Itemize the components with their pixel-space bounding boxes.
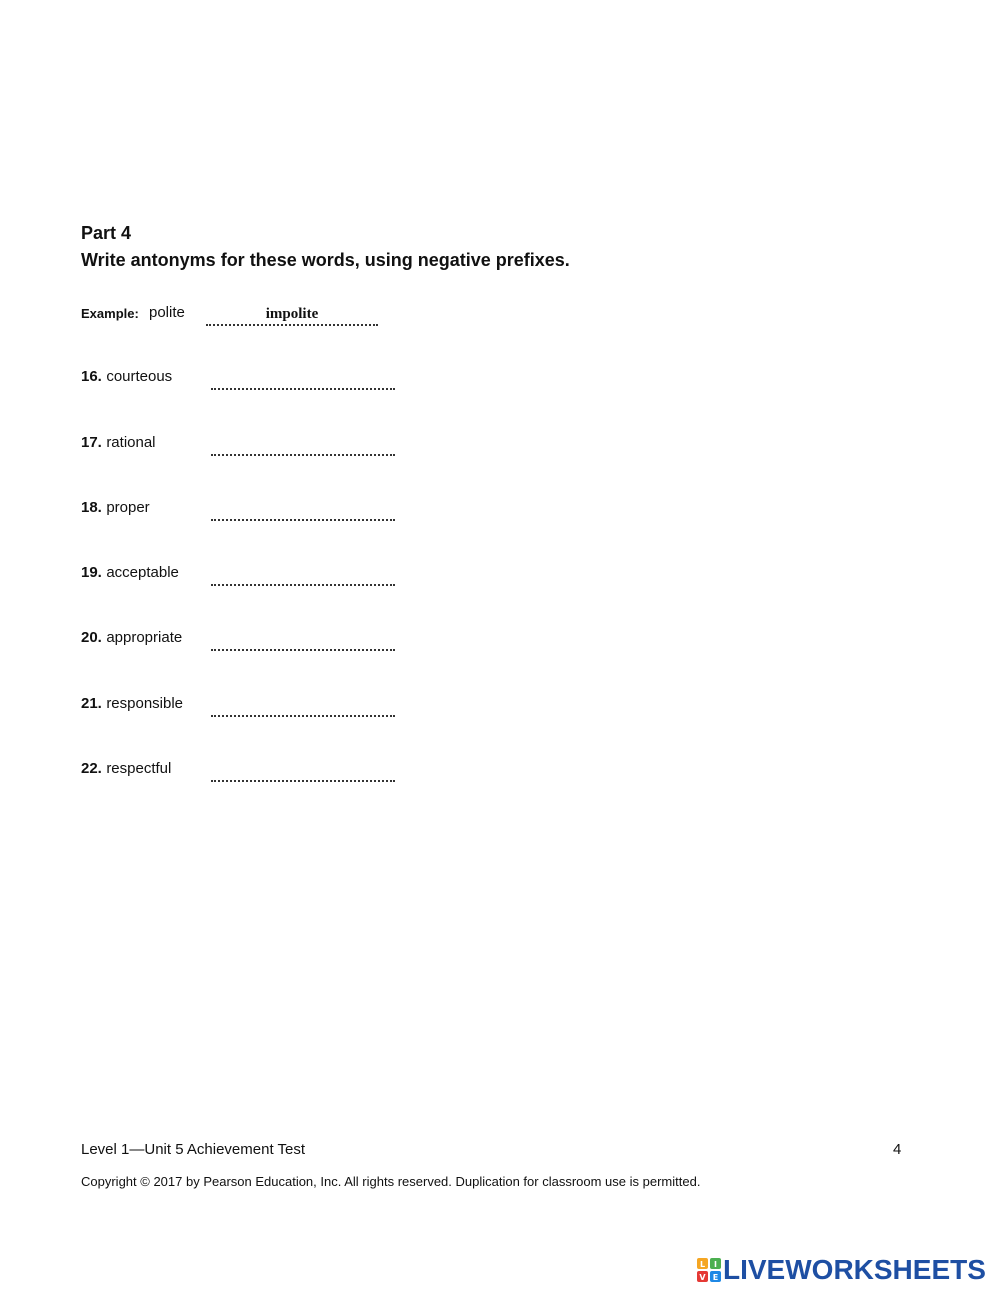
footer-title: Level 1—Unit 5 Achievement Test xyxy=(81,1141,306,1158)
example-row xyxy=(81,304,481,326)
question-text xyxy=(81,760,171,778)
answer-input-16[interactable] xyxy=(211,370,395,390)
question-item-16 xyxy=(81,368,481,392)
answer-input-17[interactable] xyxy=(211,436,395,456)
question-item-20 xyxy=(81,629,481,653)
liveworksheets-logo-text: LIVEWORKSHEETS xyxy=(723,1254,986,1285)
question-word: courteous xyxy=(106,368,173,385)
svg-text:E: E xyxy=(712,1273,719,1282)
question-text xyxy=(81,499,150,517)
svg-text:I: I xyxy=(714,1260,717,1269)
example-label: Example: xyxy=(81,306,139,321)
question-word: appropriate xyxy=(106,629,183,646)
question-word: acceptable xyxy=(106,564,179,581)
answer-input-21[interactable] xyxy=(211,697,395,717)
question-text xyxy=(81,434,156,452)
example-answer: impolite xyxy=(206,304,378,326)
question-text xyxy=(81,368,172,386)
question-text xyxy=(81,695,183,713)
question-number: 18. xyxy=(81,499,102,516)
svg-text:L: L xyxy=(699,1260,706,1269)
instruction-text: Write antonyms for these words, using negative prefixes. xyxy=(81,250,570,270)
question-number: 20. xyxy=(81,629,102,646)
example-word: polite xyxy=(149,304,185,321)
question-number: 16. xyxy=(81,368,102,385)
answer-input-19[interactable] xyxy=(211,566,395,586)
question-item-21 xyxy=(81,695,481,719)
question-text xyxy=(81,564,179,582)
question-number: 22. xyxy=(81,760,102,777)
answer-input-18[interactable] xyxy=(211,501,395,521)
question-item-19 xyxy=(81,564,481,588)
question-item-22 xyxy=(81,760,481,784)
question-word: proper xyxy=(106,499,150,516)
question-text xyxy=(81,629,182,647)
svg-text:V: V xyxy=(699,1273,706,1282)
question-word: responsible xyxy=(106,695,184,712)
question-number: 17. xyxy=(81,434,102,451)
answer-input-20[interactable] xyxy=(211,631,395,651)
question-number: 21. xyxy=(81,695,102,712)
page-number: 4 xyxy=(893,1141,902,1158)
question-word: respectful xyxy=(106,760,172,777)
question-item-17 xyxy=(81,434,481,458)
question-item-18 xyxy=(81,499,481,523)
part-title: Part 4 xyxy=(81,223,132,243)
answer-input-22[interactable] xyxy=(211,762,395,782)
question-number: 19. xyxy=(81,564,102,581)
liveworksheets-logo[interactable] xyxy=(697,1253,997,1287)
liveworksheets-logo-icon xyxy=(697,1258,721,1282)
question-word: rational xyxy=(106,434,156,451)
copyright-text: Copyright © 2017 by Pearson Education, Inc. All rights reserved. Duplication for classroom use is permitted. xyxy=(81,1174,701,1189)
